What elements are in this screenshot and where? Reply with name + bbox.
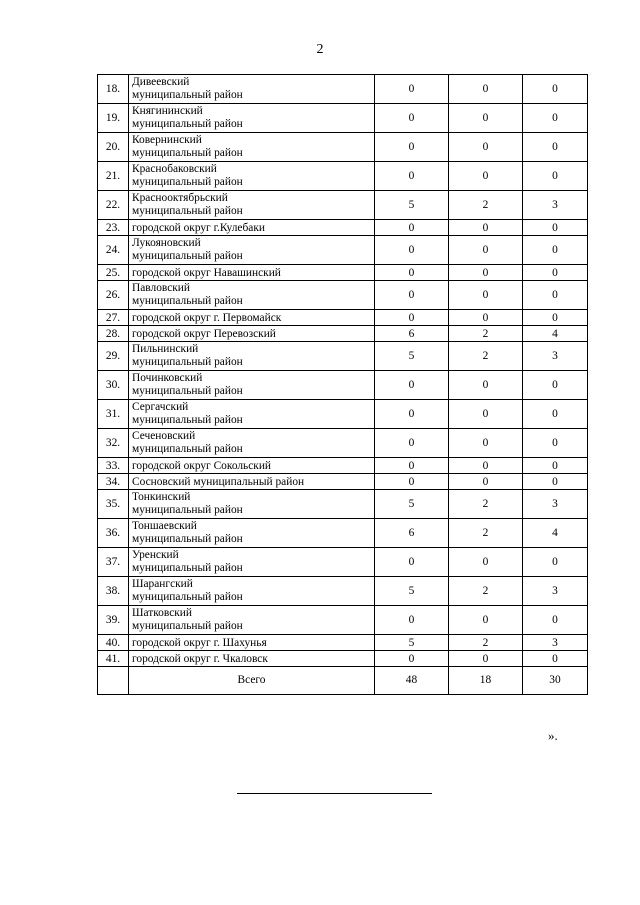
district-name-line: городской округ г. Шахунья: [132, 636, 267, 649]
table-row: [98, 548, 588, 577]
value-2: 2: [449, 577, 523, 606]
value-2: 2: [449, 191, 523, 220]
value-2: 0: [449, 400, 523, 429]
value-1: 0: [375, 458, 449, 474]
total-label: Всего: [129, 667, 375, 695]
value-1: 5: [375, 635, 449, 651]
value-2: 2: [449, 326, 523, 342]
district-name: [129, 310, 375, 326]
total-value-1: 48: [375, 667, 449, 695]
district-name-line: муниципальный район: [132, 356, 243, 368]
district-name-line: муниципальный район: [132, 504, 243, 516]
row-number: 36.: [98, 519, 129, 548]
value-2: 0: [449, 104, 523, 133]
district-name-line: городской округ Перевозский: [132, 327, 276, 340]
district-name: [129, 651, 375, 667]
value-3: 0: [523, 265, 588, 281]
row-number: 21.: [98, 162, 129, 191]
value-3: 0: [523, 651, 588, 667]
district-name-line: Лукояновский: [132, 237, 201, 249]
value-1: 0: [375, 220, 449, 236]
district-name: [129, 162, 375, 191]
district-name-line: Павловский: [132, 282, 190, 294]
value-3: 0: [523, 162, 588, 191]
district-name-line: Сеченовский: [132, 430, 196, 442]
district-name: [129, 220, 375, 236]
value-2: 0: [449, 220, 523, 236]
row-number: 34.: [98, 474, 129, 490]
district-name: [129, 326, 375, 342]
value-2: 0: [449, 162, 523, 191]
page-number: 2: [316, 42, 324, 57]
row-number: 18.: [98, 75, 129, 104]
value-2: 0: [449, 75, 523, 104]
table-row: [98, 635, 588, 651]
value-2: 2: [449, 490, 523, 519]
district-name-line: муниципальный район: [132, 147, 243, 159]
value-1: 0: [375, 162, 449, 191]
value-3: 4: [523, 519, 588, 548]
table-row: [98, 490, 588, 519]
value-3: 0: [523, 400, 588, 429]
value-1: 5: [375, 342, 449, 371]
value-1: 0: [375, 281, 449, 310]
district-name: [129, 236, 375, 265]
table-row: [98, 474, 588, 490]
district-name: [129, 342, 375, 371]
value-2: 0: [449, 236, 523, 265]
district-name-line: Тонкинский: [132, 491, 191, 503]
value-3: 0: [523, 606, 588, 635]
district-name-line: муниципальный район: [132, 385, 243, 397]
district-name-line: муниципальный район: [132, 620, 243, 632]
district-name-line: Шатковский: [132, 607, 192, 619]
value-1: 0: [375, 310, 449, 326]
value-2: 0: [449, 458, 523, 474]
district-name: [129, 429, 375, 458]
district-name-line: Шарангский: [132, 578, 193, 590]
district-name-line: городской округ Навашинский: [132, 266, 281, 279]
value-2: 0: [449, 133, 523, 162]
district-name-line: Починковский: [132, 372, 203, 384]
district-name-line: муниципальный район: [132, 118, 243, 130]
district-name: [129, 606, 375, 635]
value-2: 0: [449, 371, 523, 400]
total-value-3: 30: [523, 667, 588, 695]
row-number: 20.: [98, 133, 129, 162]
district-name-line: муниципальный район: [132, 205, 243, 217]
district-name: [129, 104, 375, 133]
value-1: 5: [375, 490, 449, 519]
value-3: 0: [523, 281, 588, 310]
value-1: 5: [375, 191, 449, 220]
district-name: [129, 191, 375, 220]
table-row: [98, 519, 588, 548]
value-3: 0: [523, 548, 588, 577]
value-2: 2: [449, 342, 523, 371]
value-2: 2: [449, 519, 523, 548]
table-row: [98, 220, 588, 236]
value-1: 0: [375, 651, 449, 667]
value-3: 0: [523, 236, 588, 265]
value-3: 3: [523, 490, 588, 519]
row-number: 39.: [98, 606, 129, 635]
value-2: 0: [449, 310, 523, 326]
value-2: 0: [449, 606, 523, 635]
district-name: [129, 474, 375, 490]
value-1: 0: [375, 548, 449, 577]
value-3: 3: [523, 342, 588, 371]
total-num-cell: [98, 667, 129, 695]
value-2: 2: [449, 635, 523, 651]
value-3: 0: [523, 104, 588, 133]
value-1: 0: [375, 474, 449, 490]
row-number: 37.: [98, 548, 129, 577]
table-row: [98, 133, 588, 162]
table-row: [98, 326, 588, 342]
row-number: 30.: [98, 371, 129, 400]
table-row: [98, 606, 588, 635]
district-name-line: муниципальный район: [132, 250, 243, 262]
closing-quote-mark: ».: [548, 728, 558, 743]
table-row: [98, 577, 588, 606]
table-row: [98, 191, 588, 220]
district-name-line: городской округ г.Кулебаки: [132, 221, 265, 234]
district-name-line: городской округ г. Первомайск: [132, 311, 282, 324]
table-row: [98, 75, 588, 104]
row-number: 19.: [98, 104, 129, 133]
table-row: [98, 342, 588, 371]
district-name-line: муниципальный район: [132, 562, 243, 574]
district-name-line: Краснобаковский: [132, 163, 217, 175]
district-name: [129, 458, 375, 474]
district-name-line: городской округ Сокольский: [132, 459, 272, 472]
row-number: 24.: [98, 236, 129, 265]
row-number: 32.: [98, 429, 129, 458]
districts-table: [97, 74, 588, 695]
district-name-line: Сергачский: [132, 401, 189, 413]
value-2: 0: [449, 265, 523, 281]
district-name-line: Княгининский: [132, 105, 203, 117]
value-1: 5: [375, 577, 449, 606]
signature-divider-line: [237, 793, 432, 794]
value-3: 0: [523, 133, 588, 162]
district-name: [129, 490, 375, 519]
table-row: [98, 162, 588, 191]
district-name: [129, 635, 375, 651]
table-row: [98, 236, 588, 265]
value-1: 6: [375, 326, 449, 342]
district-name-line: городской округ г. Чкаловск: [132, 652, 268, 665]
district-name: [129, 400, 375, 429]
value-1: 0: [375, 236, 449, 265]
row-number: 38.: [98, 577, 129, 606]
table-row: [98, 281, 588, 310]
district-name: [129, 371, 375, 400]
district-name-line: Тоншаевский: [132, 520, 197, 532]
district-name: [129, 265, 375, 281]
district-name: [129, 75, 375, 104]
value-3: 0: [523, 474, 588, 490]
district-name-line: Краснооктябрьский: [132, 192, 228, 204]
row-number: 22.: [98, 191, 129, 220]
value-1: 0: [375, 429, 449, 458]
value-3: 3: [523, 191, 588, 220]
total-row: [98, 667, 588, 695]
value-1: 6: [375, 519, 449, 548]
value-3: 0: [523, 371, 588, 400]
table-row: [98, 651, 588, 667]
value-1: 0: [375, 75, 449, 104]
value-1: 0: [375, 104, 449, 133]
district-name-line: Сосновский муниципальный район: [132, 475, 305, 488]
row-number: 28.: [98, 326, 129, 342]
value-1: 0: [375, 606, 449, 635]
district-name-line: муниципальный район: [132, 89, 243, 101]
value-1: 0: [375, 265, 449, 281]
value-2: 0: [449, 548, 523, 577]
value-2: 0: [449, 474, 523, 490]
row-number: 23.: [98, 220, 129, 236]
value-3: 0: [523, 75, 588, 104]
district-name: [129, 281, 375, 310]
table-row: [98, 265, 588, 281]
district-name: [129, 133, 375, 162]
district-name-line: муниципальный район: [132, 295, 243, 307]
value-3: 0: [523, 429, 588, 458]
row-number: 29.: [98, 342, 129, 371]
total-value-2: 18: [449, 667, 523, 695]
row-number: 26.: [98, 281, 129, 310]
value-3: 0: [523, 310, 588, 326]
table-row: [98, 310, 588, 326]
district-name-line: Ковернинский: [132, 134, 202, 146]
row-number: 27.: [98, 310, 129, 326]
value-1: 0: [375, 400, 449, 429]
row-number: 25.: [98, 265, 129, 281]
table-row: [98, 429, 588, 458]
value-2: 0: [449, 281, 523, 310]
district-name-line: муниципальный район: [132, 414, 243, 426]
row-number: 41.: [98, 651, 129, 667]
value-3: 3: [523, 635, 588, 651]
table-row: [98, 104, 588, 133]
row-number: 33.: [98, 458, 129, 474]
value-2: 0: [449, 429, 523, 458]
district-name-line: Пильнинский: [132, 343, 199, 355]
district-name-line: муниципальный район: [132, 591, 243, 603]
row-number: 40.: [98, 635, 129, 651]
value-3: 3: [523, 577, 588, 606]
value-2: 0: [449, 651, 523, 667]
table-row: [98, 400, 588, 429]
table-body: [98, 75, 588, 667]
value-1: 0: [375, 133, 449, 162]
district-name: [129, 548, 375, 577]
row-number: 31.: [98, 400, 129, 429]
value-3: 4: [523, 326, 588, 342]
table-row: [98, 458, 588, 474]
value-3: 0: [523, 458, 588, 474]
table-row: [98, 371, 588, 400]
district-name-line: Дивеевский: [132, 76, 190, 88]
value-3: 0: [523, 220, 588, 236]
district-name: [129, 577, 375, 606]
district-name: [129, 519, 375, 548]
district-name-line: муниципальный район: [132, 533, 243, 545]
district-name-line: муниципальный район: [132, 176, 243, 188]
value-1: 0: [375, 371, 449, 400]
row-number: 35.: [98, 490, 129, 519]
district-name-line: муниципальный район: [132, 443, 243, 455]
district-name-line: Уренский: [132, 549, 179, 561]
